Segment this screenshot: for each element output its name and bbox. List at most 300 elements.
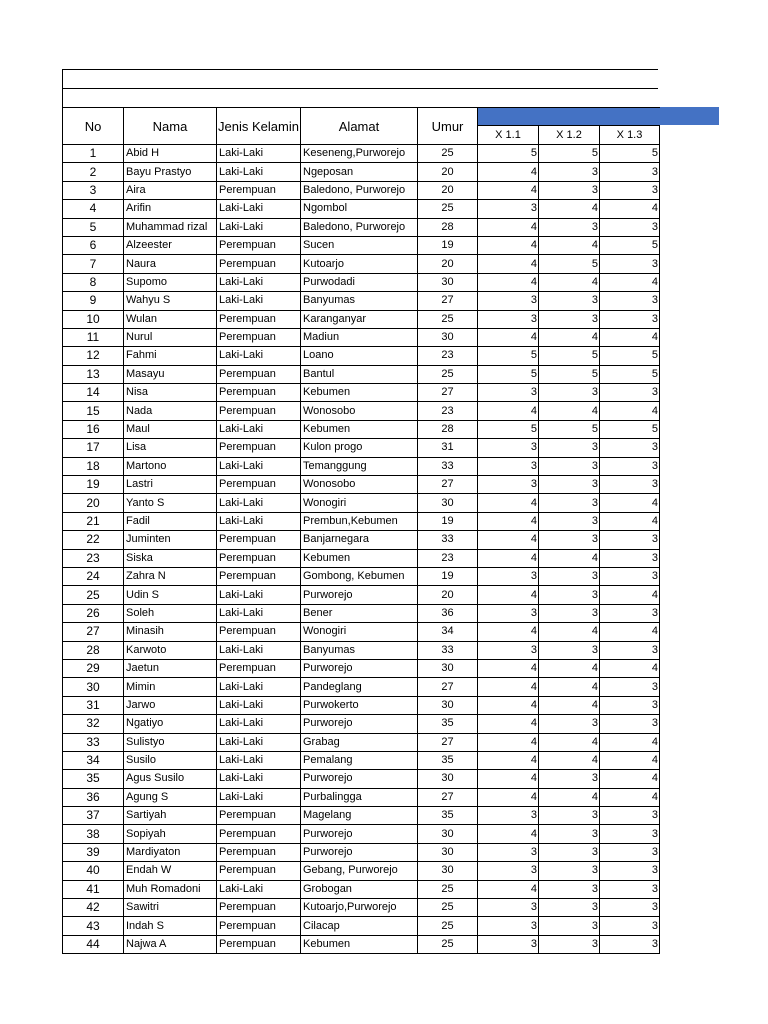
cell-no[interactable]: 10 (63, 310, 124, 328)
cell-alamat[interactable]: Loano (301, 347, 418, 365)
cell-no[interactable]: 9 (63, 292, 124, 310)
cell-umur[interactable]: 27 (418, 733, 478, 751)
blank-row-1[interactable] (62, 69, 658, 88)
cell-alamat[interactable]: Prembun,Kebumen (301, 512, 418, 530)
cell-nama[interactable]: Martono (124, 457, 217, 475)
cell-x12[interactable]: 3 (539, 181, 600, 199)
cell-jenis-kelamin[interactable]: Laki-Laki (217, 788, 301, 806)
cell-umur[interactable]: 33 (418, 531, 478, 549)
cell-no[interactable]: 36 (63, 788, 124, 806)
header-alamat[interactable]: Alamat (301, 108, 418, 145)
cell-jenis-kelamin[interactable]: Laki-Laki (217, 273, 301, 291)
cell-x13[interactable]: 3 (600, 549, 660, 567)
cell-jenis-kelamin[interactable]: Perempuan (217, 476, 301, 494)
cell-x12[interactable]: 4 (539, 623, 600, 641)
cell-no[interactable]: 27 (63, 623, 124, 641)
cell-x11[interactable]: 4 (478, 402, 539, 420)
cell-alamat[interactable]: Temanggung (301, 457, 418, 475)
cell-x13[interactable]: 3 (600, 310, 660, 328)
cell-x11[interactable]: 4 (478, 880, 539, 898)
cell-alamat[interactable]: Wonosobo (301, 476, 418, 494)
cell-nama[interactable]: Siska (124, 549, 217, 567)
cell-umur[interactable]: 19 (418, 236, 478, 254)
cell-x11[interactable]: 4 (478, 494, 539, 512)
cell-umur[interactable]: 19 (418, 512, 478, 530)
cell-umur[interactable]: 25 (418, 310, 478, 328)
cell-nama[interactable]: Alzeester (124, 236, 217, 254)
cell-x13[interactable]: 4 (600, 494, 660, 512)
cell-umur[interactable]: 20 (418, 163, 478, 181)
cell-x12[interactable]: 3 (539, 163, 600, 181)
cell-nama[interactable]: Nurul (124, 328, 217, 346)
cell-x13[interactable]: 3 (600, 696, 660, 714)
cell-nama[interactable]: Supomo (124, 273, 217, 291)
cell-umur[interactable]: 25 (418, 200, 478, 218)
cell-nama[interactable]: Nada (124, 402, 217, 420)
cell-umur[interactable]: 23 (418, 549, 478, 567)
cell-nama[interactable]: Sawitri (124, 899, 217, 917)
cell-jenis-kelamin[interactable]: Laki-Laki (217, 420, 301, 438)
cell-jenis-kelamin[interactable]: Perempuan (217, 384, 301, 402)
cell-x12[interactable]: 3 (539, 567, 600, 585)
cell-x11[interactable]: 3 (478, 457, 539, 475)
cell-x13[interactable]: 4 (600, 402, 660, 420)
cell-x12[interactable]: 3 (539, 843, 600, 861)
header-jenis-kelamin[interactable]: Jenis Kelamin (217, 108, 301, 145)
cell-nama[interactable]: Muhammad rizal (124, 218, 217, 236)
cell-alamat[interactable]: Banjarnegara (301, 531, 418, 549)
cell-x13[interactable]: 5 (600, 347, 660, 365)
cell-jenis-kelamin[interactable]: Perempuan (217, 365, 301, 383)
cell-x11[interactable]: 4 (478, 623, 539, 641)
cell-no[interactable]: 23 (63, 549, 124, 567)
cell-x13[interactable]: 3 (600, 917, 660, 935)
cell-x11[interactable]: 4 (478, 659, 539, 677)
cell-x11[interactable]: 3 (478, 476, 539, 494)
cell-nama[interactable]: Wahyu S (124, 292, 217, 310)
cell-x11[interactable]: 4 (478, 531, 539, 549)
cell-umur[interactable]: 33 (418, 641, 478, 659)
cell-alamat[interactable]: Wonosobo (301, 402, 418, 420)
cell-no[interactable]: 7 (63, 255, 124, 273)
cell-no[interactable]: 44 (63, 935, 124, 953)
cell-x12[interactable]: 3 (539, 899, 600, 917)
cell-x13[interactable]: 3 (600, 531, 660, 549)
cell-alamat[interactable]: Banyumas (301, 292, 418, 310)
cell-x12[interactable]: 3 (539, 586, 600, 604)
cell-no[interactable]: 8 (63, 273, 124, 291)
cell-x12[interactable]: 3 (539, 604, 600, 622)
cell-x12[interactable]: 4 (539, 273, 600, 291)
cell-no[interactable]: 12 (63, 347, 124, 365)
cell-nama[interactable]: Lisa (124, 439, 217, 457)
cell-x12[interactable]: 3 (539, 476, 600, 494)
cell-nama[interactable]: Sartiyah (124, 807, 217, 825)
cell-alamat[interactable]: Kutoarjo (301, 255, 418, 273)
cell-no[interactable]: 32 (63, 715, 124, 733)
cell-no[interactable]: 14 (63, 384, 124, 402)
cell-nama[interactable]: Indah S (124, 917, 217, 935)
cell-jenis-kelamin[interactable]: Perempuan (217, 531, 301, 549)
cell-alamat[interactable]: Wonogiri (301, 623, 418, 641)
cell-umur[interactable]: 30 (418, 659, 478, 677)
cell-no[interactable]: 24 (63, 567, 124, 585)
cell-nama[interactable]: Maul (124, 420, 217, 438)
cell-x11[interactable]: 3 (478, 439, 539, 457)
cell-x12[interactable]: 5 (539, 255, 600, 273)
cell-x12[interactable]: 3 (539, 807, 600, 825)
cell-x13[interactable]: 3 (600, 292, 660, 310)
cell-x12[interactable]: 4 (539, 549, 600, 567)
cell-x13[interactable]: 3 (600, 163, 660, 181)
cell-no[interactable]: 34 (63, 751, 124, 769)
cell-umur[interactable]: 28 (418, 420, 478, 438)
cell-nama[interactable]: Minasih (124, 623, 217, 641)
cell-alamat[interactable]: Magelang (301, 807, 418, 825)
cell-nama[interactable]: Abid H (124, 145, 217, 163)
cell-x13[interactable]: 3 (600, 807, 660, 825)
cell-x13[interactable]: 4 (600, 751, 660, 769)
cell-x12[interactable]: 3 (539, 439, 600, 457)
cell-x12[interactable]: 3 (539, 641, 600, 659)
header-umur[interactable]: Umur (418, 108, 478, 145)
cell-alamat[interactable]: Sucen (301, 236, 418, 254)
cell-jenis-kelamin[interactable]: Laki-Laki (217, 494, 301, 512)
cell-x11[interactable]: 3 (478, 310, 539, 328)
cell-umur[interactable]: 33 (418, 457, 478, 475)
cell-no[interactable]: 33 (63, 733, 124, 751)
cell-alamat[interactable]: Purworejo (301, 770, 418, 788)
cell-umur[interactable]: 28 (418, 218, 478, 236)
cell-alamat[interactable]: Banyumas (301, 641, 418, 659)
cell-no[interactable]: 3 (63, 181, 124, 199)
cell-nama[interactable]: Muh Romadoni (124, 880, 217, 898)
cell-jenis-kelamin[interactable]: Laki-Laki (217, 512, 301, 530)
cell-alamat[interactable]: Purworejo (301, 715, 418, 733)
cell-x13[interactable]: 5 (600, 420, 660, 438)
cell-x11[interactable]: 4 (478, 549, 539, 567)
cell-alamat[interactable]: Wonogiri (301, 494, 418, 512)
cell-x13[interactable]: 3 (600, 457, 660, 475)
cell-no[interactable]: 28 (63, 641, 124, 659)
cell-nama[interactable]: Jarwo (124, 696, 217, 714)
cell-no[interactable]: 19 (63, 476, 124, 494)
cell-x12[interactable]: 4 (539, 733, 600, 751)
cell-jenis-kelamin[interactable]: Perempuan (217, 439, 301, 457)
cell-nama[interactable]: Soleh (124, 604, 217, 622)
cell-alamat[interactable]: Bener (301, 604, 418, 622)
cell-jenis-kelamin[interactable]: Laki-Laki (217, 880, 301, 898)
cell-x12[interactable]: 3 (539, 384, 600, 402)
cell-no[interactable]: 30 (63, 678, 124, 696)
cell-x13[interactable]: 3 (600, 476, 660, 494)
cell-x13[interactable]: 3 (600, 384, 660, 402)
header-nama[interactable]: Nama (124, 108, 217, 145)
cell-x11[interactable]: 4 (478, 163, 539, 181)
header-x11[interactable]: X 1.1 (478, 126, 539, 145)
cell-jenis-kelamin[interactable]: Laki-Laki (217, 292, 301, 310)
cell-nama[interactable]: Fahmi (124, 347, 217, 365)
cell-x12[interactable]: 5 (539, 145, 600, 163)
cell-umur[interactable]: 23 (418, 402, 478, 420)
cell-x13[interactable]: 3 (600, 935, 660, 953)
cell-x13[interactable]: 5 (600, 365, 660, 383)
cell-no[interactable]: 16 (63, 420, 124, 438)
cell-jenis-kelamin[interactable]: Perempuan (217, 917, 301, 935)
cell-jenis-kelamin[interactable]: Laki-Laki (217, 751, 301, 769)
cell-x13[interactable]: 4 (600, 770, 660, 788)
cell-x13[interactable]: 4 (600, 586, 660, 604)
cell-alamat[interactable]: Ngeposan (301, 163, 418, 181)
cell-alamat[interactable]: Grobogan (301, 880, 418, 898)
cell-jenis-kelamin[interactable]: Perempuan (217, 567, 301, 585)
cell-no[interactable]: 21 (63, 512, 124, 530)
cell-nama[interactable]: Yanto S (124, 494, 217, 512)
cell-alamat[interactable]: Baledono, Purworejo (301, 218, 418, 236)
cell-x11[interactable]: 4 (478, 678, 539, 696)
cell-x12[interactable]: 4 (539, 236, 600, 254)
cell-x11[interactable]: 4 (478, 218, 539, 236)
cell-nama[interactable]: Nisa (124, 384, 217, 402)
cell-alamat[interactable]: Purworejo (301, 586, 418, 604)
cell-nama[interactable]: Najwa A (124, 935, 217, 953)
cell-alamat[interactable]: Pemalang (301, 751, 418, 769)
cell-alamat[interactable]: Kebumen (301, 935, 418, 953)
blank-row-2[interactable] (62, 88, 658, 107)
cell-no[interactable]: 37 (63, 807, 124, 825)
cell-no[interactable]: 35 (63, 770, 124, 788)
cell-x11[interactable]: 3 (478, 807, 539, 825)
cell-jenis-kelamin[interactable]: Perempuan (217, 181, 301, 199)
cell-x13[interactable]: 3 (600, 439, 660, 457)
cell-alamat[interactable]: Gombong, Kebumen (301, 567, 418, 585)
cell-x12[interactable]: 5 (539, 420, 600, 438)
cell-x13[interactable]: 3 (600, 825, 660, 843)
cell-nama[interactable]: Mardiyaton (124, 843, 217, 861)
cell-umur[interactable]: 20 (418, 255, 478, 273)
cell-nama[interactable]: Udin S (124, 586, 217, 604)
cell-nama[interactable]: Aira (124, 181, 217, 199)
cell-nama[interactable]: Sulistyo (124, 733, 217, 751)
cell-alamat[interactable]: Kutoarjo,Purworejo (301, 899, 418, 917)
cell-x11[interactable]: 4 (478, 788, 539, 806)
cell-alamat[interactable]: Ngombol (301, 200, 418, 218)
cell-alamat[interactable]: Kulon progo (301, 439, 418, 457)
cell-alamat[interactable]: Kebumen (301, 549, 418, 567)
cell-x12[interactable]: 5 (539, 365, 600, 383)
cell-jenis-kelamin[interactable]: Laki-Laki (217, 218, 301, 236)
cell-alamat[interactable]: Madiun (301, 328, 418, 346)
cell-alamat[interactable]: Purbalingga (301, 788, 418, 806)
cell-umur[interactable]: 25 (418, 935, 478, 953)
cell-jenis-kelamin[interactable]: Perempuan (217, 549, 301, 567)
cell-jenis-kelamin[interactable]: Perempuan (217, 255, 301, 273)
cell-alamat[interactable]: Kebumen (301, 420, 418, 438)
cell-no[interactable]: 4 (63, 200, 124, 218)
cell-nama[interactable]: Ngatiyo (124, 715, 217, 733)
cell-umur[interactable]: 25 (418, 899, 478, 917)
cell-umur[interactable]: 30 (418, 328, 478, 346)
cell-umur[interactable]: 19 (418, 567, 478, 585)
cell-umur[interactable]: 35 (418, 751, 478, 769)
cell-umur[interactable]: 36 (418, 604, 478, 622)
cell-no[interactable]: 25 (63, 586, 124, 604)
cell-umur[interactable]: 25 (418, 365, 478, 383)
cell-x13[interactable]: 4 (600, 200, 660, 218)
cell-x12[interactable]: 3 (539, 770, 600, 788)
cell-no[interactable]: 38 (63, 825, 124, 843)
cell-alamat[interactable]: Purwodadi (301, 273, 418, 291)
cell-x12[interactable]: 4 (539, 659, 600, 677)
cell-umur[interactable]: 35 (418, 715, 478, 733)
cell-jenis-kelamin[interactable]: Perempuan (217, 807, 301, 825)
cell-x11[interactable]: 4 (478, 696, 539, 714)
cell-nama[interactable]: Juminten (124, 531, 217, 549)
cell-x13[interactable]: 3 (600, 715, 660, 733)
cell-alamat[interactable]: Karanganyar (301, 310, 418, 328)
cell-no[interactable]: 20 (63, 494, 124, 512)
cell-no[interactable]: 13 (63, 365, 124, 383)
cell-jenis-kelamin[interactable]: Laki-Laki (217, 586, 301, 604)
cell-x12[interactable]: 5 (539, 347, 600, 365)
cell-x11[interactable]: 4 (478, 236, 539, 254)
cell-nama[interactable]: Agung S (124, 788, 217, 806)
cell-alamat[interactable]: Gebang, Purworejo (301, 862, 418, 880)
cell-umur[interactable]: 25 (418, 917, 478, 935)
cell-jenis-kelamin[interactable]: Laki-Laki (217, 715, 301, 733)
cell-x13[interactable]: 3 (600, 181, 660, 199)
cell-umur[interactable]: 25 (418, 880, 478, 898)
cell-jenis-kelamin[interactable]: Perempuan (217, 328, 301, 346)
cell-jenis-kelamin[interactable]: Perempuan (217, 825, 301, 843)
cell-umur[interactable]: 27 (418, 678, 478, 696)
cell-x13[interactable]: 3 (600, 862, 660, 880)
cell-x12[interactable]: 4 (539, 328, 600, 346)
cell-umur[interactable]: 30 (418, 843, 478, 861)
cell-x11[interactable]: 4 (478, 181, 539, 199)
header-no[interactable]: No (63, 108, 124, 145)
cell-x13[interactable]: 3 (600, 899, 660, 917)
cell-x13[interactable]: 4 (600, 788, 660, 806)
cell-nama[interactable]: Endah W (124, 862, 217, 880)
cell-x12[interactable]: 3 (539, 457, 600, 475)
cell-umur[interactable]: 27 (418, 476, 478, 494)
cell-nama[interactable]: Masayu (124, 365, 217, 383)
cell-x13[interactable]: 3 (600, 843, 660, 861)
cell-x12[interactable]: 4 (539, 200, 600, 218)
cell-x11[interactable]: 4 (478, 825, 539, 843)
cell-x13[interactable]: 3 (600, 880, 660, 898)
cell-x13[interactable]: 5 (600, 236, 660, 254)
cell-umur[interactable]: 30 (418, 862, 478, 880)
cell-nama[interactable]: Fadil (124, 512, 217, 530)
cell-no[interactable]: 42 (63, 899, 124, 917)
cell-x11[interactable]: 3 (478, 384, 539, 402)
cell-no[interactable]: 1 (63, 145, 124, 163)
cell-alamat[interactable]: Purwokerto (301, 696, 418, 714)
cell-x11[interactable]: 4 (478, 715, 539, 733)
header-x13[interactable]: X 1.3 (600, 126, 660, 145)
cell-x11[interactable]: 5 (478, 347, 539, 365)
cell-nama[interactable]: Naura (124, 255, 217, 273)
cell-jenis-kelamin[interactable]: Laki-Laki (217, 733, 301, 751)
cell-jenis-kelamin[interactable]: Laki-Laki (217, 347, 301, 365)
cell-jenis-kelamin[interactable]: Perempuan (217, 310, 301, 328)
cell-x13[interactable]: 4 (600, 733, 660, 751)
header-banner[interactable] (478, 108, 660, 126)
cell-umur[interactable]: 30 (418, 696, 478, 714)
cell-no[interactable]: 6 (63, 236, 124, 254)
cell-nama[interactable]: Lastri (124, 476, 217, 494)
cell-x12[interactable]: 3 (539, 862, 600, 880)
cell-nama[interactable]: Jaetun (124, 659, 217, 677)
cell-jenis-kelamin[interactable]: Perempuan (217, 623, 301, 641)
cell-umur[interactable]: 20 (418, 181, 478, 199)
cell-x11[interactable]: 3 (478, 292, 539, 310)
cell-x12[interactable]: 3 (539, 292, 600, 310)
cell-alamat[interactable]: Pandeglang (301, 678, 418, 696)
cell-x11[interactable]: 4 (478, 751, 539, 769)
cell-x13[interactable]: 4 (600, 623, 660, 641)
cell-nama[interactable]: Agus Susilo (124, 770, 217, 788)
cell-alamat[interactable]: Bantul (301, 365, 418, 383)
cell-alamat[interactable]: Keseneng,Purworejo (301, 145, 418, 163)
cell-x13[interactable]: 3 (600, 255, 660, 273)
cell-alamat[interactable]: Purworejo (301, 825, 418, 843)
cell-nama[interactable]: Karwoto (124, 641, 217, 659)
cell-x11[interactable]: 3 (478, 200, 539, 218)
cell-x12[interactable]: 4 (539, 696, 600, 714)
cell-jenis-kelamin[interactable]: Perempuan (217, 862, 301, 880)
cell-umur[interactable]: 30 (418, 770, 478, 788)
cell-x13[interactable]: 3 (600, 218, 660, 236)
cell-x12[interactable]: 3 (539, 531, 600, 549)
cell-x13[interactable]: 5 (600, 145, 660, 163)
cell-x12[interactable]: 4 (539, 751, 600, 769)
cell-x12[interactable]: 4 (539, 788, 600, 806)
cell-x12[interactable]: 3 (539, 715, 600, 733)
cell-nama[interactable]: Wulan (124, 310, 217, 328)
cell-no[interactable]: 39 (63, 843, 124, 861)
cell-x11[interactable]: 4 (478, 512, 539, 530)
cell-x12[interactable]: 3 (539, 218, 600, 236)
cell-jenis-kelamin[interactable]: Perempuan (217, 402, 301, 420)
cell-x11[interactable]: 3 (478, 899, 539, 917)
cell-umur[interactable]: 25 (418, 145, 478, 163)
cell-x11[interactable]: 4 (478, 586, 539, 604)
cell-nama[interactable]: Bayu Prastyo (124, 163, 217, 181)
cell-x11[interactable]: 3 (478, 604, 539, 622)
cell-x12[interactable]: 4 (539, 402, 600, 420)
cell-x11[interactable]: 5 (478, 145, 539, 163)
cell-umur[interactable]: 20 (418, 586, 478, 604)
cell-alamat[interactable]: Cilacap (301, 917, 418, 935)
cell-x11[interactable]: 3 (478, 843, 539, 861)
cell-x11[interactable]: 5 (478, 420, 539, 438)
cell-umur[interactable]: 35 (418, 807, 478, 825)
cell-nama[interactable]: Mimin (124, 678, 217, 696)
cell-x13[interactable]: 4 (600, 659, 660, 677)
cell-no[interactable]: 2 (63, 163, 124, 181)
cell-nama[interactable]: Zahra N (124, 567, 217, 585)
cell-jenis-kelamin[interactable]: Perempuan (217, 935, 301, 953)
cell-jenis-kelamin[interactable]: Perempuan (217, 899, 301, 917)
cell-x11[interactable]: 5 (478, 365, 539, 383)
cell-x12[interactable]: 3 (539, 935, 600, 953)
cell-jenis-kelamin[interactable]: Laki-Laki (217, 641, 301, 659)
cell-jenis-kelamin[interactable]: Laki-Laki (217, 678, 301, 696)
cell-no[interactable]: 17 (63, 439, 124, 457)
